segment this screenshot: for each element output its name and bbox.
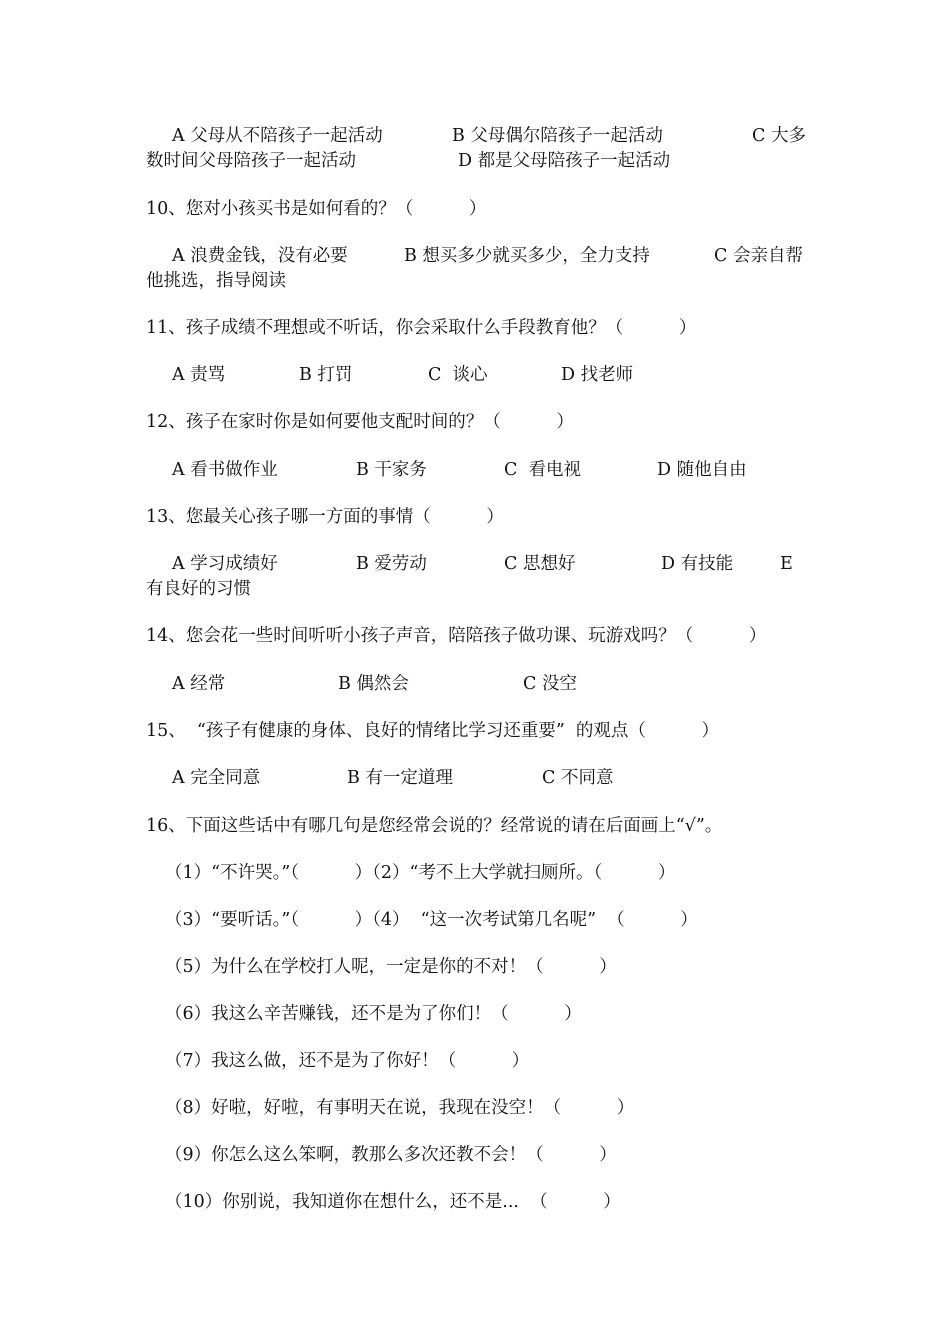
q11-option-a: A 责骂 xyxy=(172,365,226,385)
q13-option-c: C 思想好 xyxy=(504,554,576,574)
q13-option-b: B 爱劳动 xyxy=(356,554,427,574)
q10-option-c-continued: 他挑选，指导阅读 xyxy=(146,271,286,291)
q13-option-e: E xyxy=(780,554,793,574)
q15-stem: 15、 “孩子有健康的身体、良好的情绪比学习还重要” 的观点（ ） xyxy=(146,721,720,741)
q16-item-8: （8）好啦，好啦，有事明天在说，我现在没空！（ ） xyxy=(165,1098,635,1118)
q16-item-5: （5）为什么在学校打人呢，一定是你的不对！（ ） xyxy=(165,957,617,977)
q16-item-9: （9）你怎么这么笨啊，教那么多次还教不会！（ ） xyxy=(165,1145,617,1165)
q13-option-a: A 学习成绩好 xyxy=(172,554,278,574)
q15-option-b: B 有一定道理 xyxy=(347,768,453,788)
q12-option-c: C 看电视 xyxy=(504,460,582,480)
q15-option-a: A 完全同意 xyxy=(172,768,261,788)
q16-stem: 16、下面这些话中有哪几句是您经常会说的？经常说的请在后面画上“√”。 xyxy=(146,816,723,836)
q15-option-c: C 不同意 xyxy=(542,768,614,788)
q16-item-6: （6）我这么辛苦赚钱，还不是为了你们！（ ） xyxy=(165,1004,582,1024)
q13-stem: 13、您最关心孩子哪一方面的事情（ ） xyxy=(146,507,504,527)
q16-item-3-4: （3）“要听话。”（ ）（4） “这一次考试第几名呢” （ ） xyxy=(165,910,698,930)
q14-stem: 14、您会花一些时间听听小孩子声音，陪陪孩子做功课、玩游戏吗？（ ） xyxy=(146,626,767,646)
q12-stem: 12、孩子在家时你是如何要他支配时间的？（ ） xyxy=(146,412,574,432)
q14-option-a: A 经常 xyxy=(172,674,226,694)
q12-option-a: A 看书做作业 xyxy=(172,460,278,480)
q16-item-7: （7）我这么做，还不是为了你好！（ ） xyxy=(165,1051,530,1071)
q14-option-c: C 没空 xyxy=(523,674,577,694)
q12-option-d: D 随他自由 xyxy=(657,460,747,480)
q11-option-c: C 谈心 xyxy=(428,365,488,385)
q13-option-d: D 有技能 xyxy=(661,554,734,574)
q9-option-c-continued: 数时间父母陪孩子一起活动 xyxy=(146,151,356,171)
q9-option-c: C 大多 xyxy=(752,126,806,146)
q16-item-10: （10）你别说，我知道你在想什么，还不是... （ ） xyxy=(165,1192,621,1212)
q16-item-1-2: （1）“不许哭。”（ ）（2）“考不上大学就扫厕所。（ ） xyxy=(165,863,676,883)
q10-option-a: A 浪费金钱，没有必要 xyxy=(172,246,348,266)
q14-option-b: B 偶然会 xyxy=(338,674,409,694)
q10-stem: 10、您对小孩买书是如何看的？（ ） xyxy=(146,199,487,219)
q11-option-b: B 打罚 xyxy=(299,365,353,385)
q11-stem: 11、孩子成绩不理想或不听话，你会采取什么手段教育他？（ ） xyxy=(146,318,697,338)
q9-option-b: B 父母偶尔陪孩子一起活动 xyxy=(452,126,663,146)
q13-option-e-continued: 有良好的习惯 xyxy=(146,579,251,599)
q10-option-b: B 想买多少就买多少，全力支持 xyxy=(404,246,650,266)
q10-option-c: C 会亲自帮 xyxy=(714,246,803,266)
q9-option-a: A 父母从不陪孩子一起活动 xyxy=(172,126,383,146)
q11-option-d: D 找老师 xyxy=(561,365,634,385)
q9-option-d: D 都是父母陪孩子一起活动 xyxy=(458,151,671,171)
q12-option-b: B 干家务 xyxy=(356,460,427,480)
